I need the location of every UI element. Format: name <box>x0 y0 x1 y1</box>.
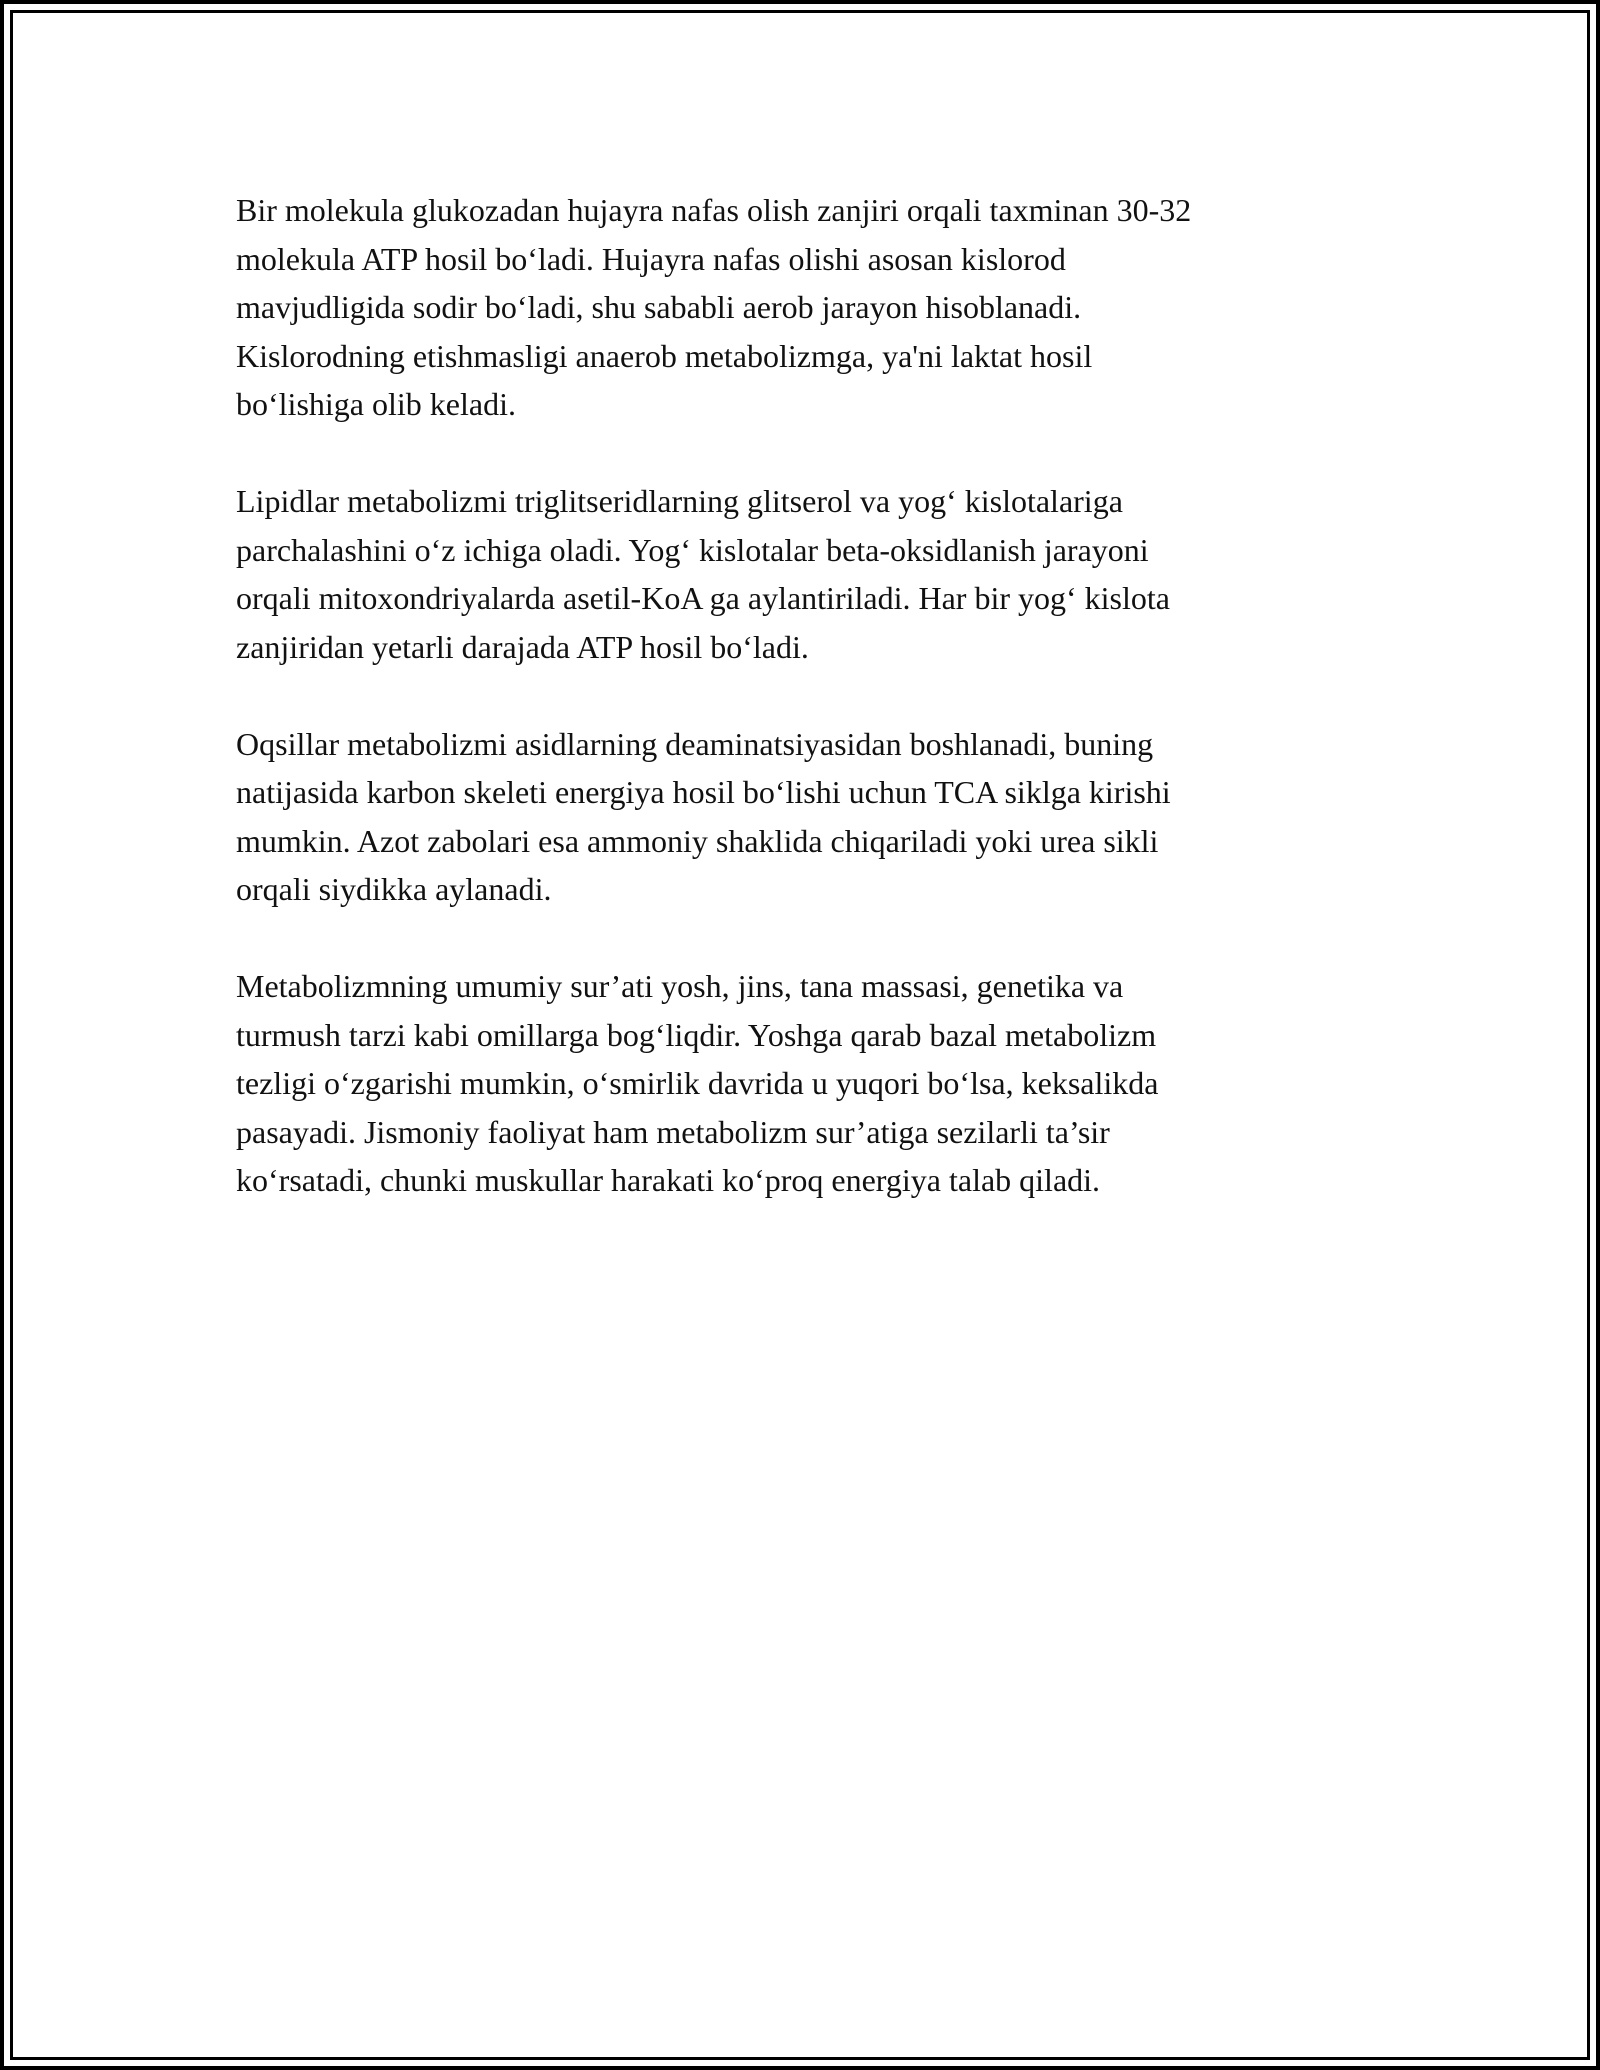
text-line: mavjudligida sodir bo‘ladi, shu sababli aerob jarayon hisoblanadi. <box>236 289 1082 325</box>
text-line: turmush tarzi kabi omillarga bog‘liqdir. Yoshga qarab bazal metabolizm <box>236 1016 1157 1053</box>
paragraph-metabolic-rate <box>236 962 1346 1205</box>
text-line: mumkin. Azot zabolari esa ammoniy shaklida chiqariladi yoki urea sikli <box>236 822 1159 859</box>
text-line: Lipidlar metabolizmi triglitseridlarning glitserol va yog‘ kislotalariga <box>236 483 1123 519</box>
text-line: parchalashini o‘z ichiga oladi. Yog‘ kislotalar beta-oksidlanish jarayoni <box>236 531 1149 568</box>
text-line: Kislorodning etishmasligi anaerob metabolizmga, ya'ni laktat hosil <box>236 337 1093 374</box>
text-line: ko‘rsatadi, chunki muskullar harakati ko‘proq energiya talab qiladi. <box>236 1162 1101 1198</box>
document-body <box>236 186 1346 1253</box>
text-line: bo‘lishiga olib keladi. <box>236 386 516 422</box>
text-line: orqali mitoxondriyalarda asetil-KoA ga aylantiriladi. Har bir yog‘ kislota <box>236 580 1170 616</box>
text-line: orqali siydikka aylanadi. <box>236 871 552 907</box>
text-line: Oqsillar metabolizmi asidlarning deaminatsiyasidan boshlanadi, buning <box>236 725 1154 762</box>
paragraph-protein-metabolism <box>236 720 1346 914</box>
text-line: pasayadi. Jismoniy faoliyat ham metabolizm sur’atiga sezilarli ta’sir <box>236 1113 1110 1150</box>
text-line: zanjiridan yetarli darajada ATP hosil bo‘ladi. <box>236 628 809 665</box>
paragraph-lipid-metabolism <box>236 477 1346 671</box>
text-line: natijasida karbon skeleti energiya hosil bo‘lishi uchun TCA siklga kirishi <box>236 774 1171 810</box>
text-line: Bir molekula glukozadan hujayra nafas olish zanjiri orqali taxminan 30-32 <box>236 192 1192 228</box>
text-line: molekula ATP hosil bo‘ladi. Hujayra nafas olishi asosan kislorod <box>236 240 1066 277</box>
paragraph-cellular-respiration <box>236 186 1346 429</box>
text-line: Metabolizmning umumiy sur’ati yosh, jins, tana massasi, genetika va <box>236 968 1124 1004</box>
text-line: tezligi o‘zgarishi mumkin, o‘smirlik davrida u yuqori bo‘lsa, keksalikda <box>236 1065 1159 1101</box>
